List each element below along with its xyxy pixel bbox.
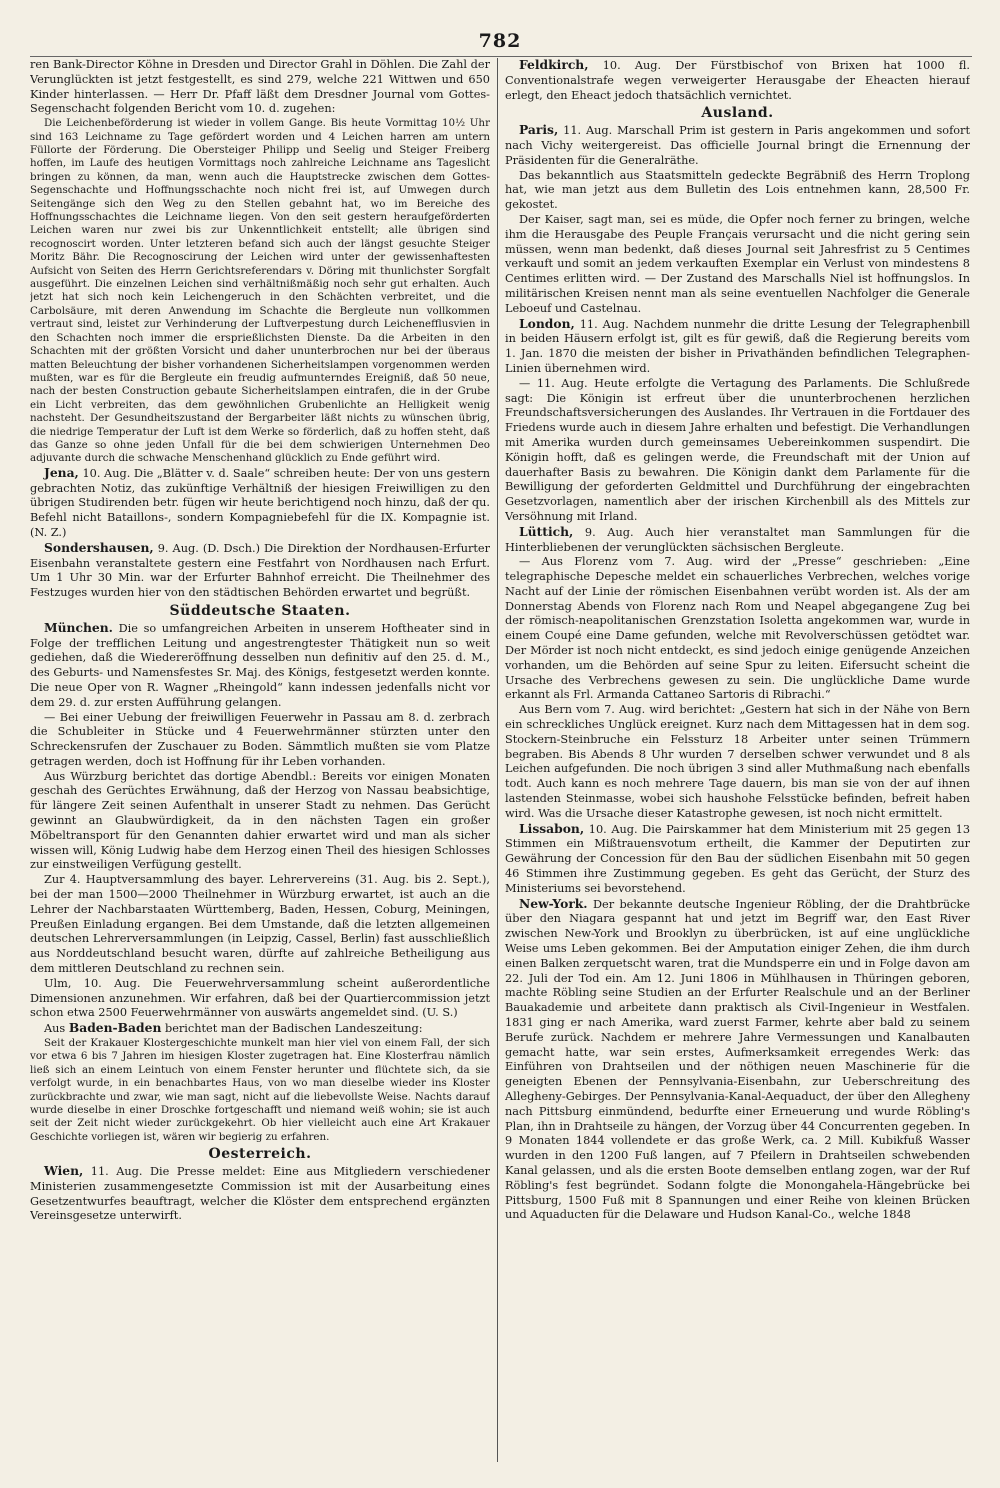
- article-feldkirch: [505, 58, 970, 103]
- article-kaiser: Der Kaiser, sagt man, sei es müde, die Opfer noch ferner zu bringen, welche ihm die Herausgabe des Peuple Français verursacht und die nicht gering sein müssen, wenn man bedenkt, daß dieses Journal seit Jahresfrist zu 5 Centimes verkauft und somit an jedem verkauften Exemplar ein Verlust von mindestens 8 Centimes erlitten wird. — Der Zustand des Marschalls Niel ist hoffnungslos. In militärischen Kreisen nennt man als seine eventuellen Nachfolger die Generale Leboeuf und Castelnau.: [505, 212, 970, 315]
- article-baden-baden-intro: [30, 1021, 490, 1037]
- article-jena: [30, 466, 490, 541]
- article-paris: [505, 123, 970, 168]
- dateline-feldkirch: Feldkirch,: [519, 58, 589, 72]
- column-divider: [497, 58, 498, 1462]
- dateline-muenchen: München.: [44, 619, 113, 635]
- dateline-london: London,: [519, 315, 575, 331]
- article-sondershausen-text: 9. Aug. (D. Dsch.) Die Direktion der Nordhausen-Erfurter Eisenbahn veranstaltete gestern eine Festfahrt von Nordhausen nach Erfurt. Um 1 Uhr 30 Min. war der Erfurter Bahnhof erreicht. Die Theilnehmer des Festzuges wurden hier von den städtischen Behörden erwartet und begrüßt.: [30, 541, 490, 600]
- article-passau: — Bei einer Uebung der freiwilligen Feuerwehr in Passau am 8. d. zerbrach die Schubleiter in Stücke und 4 Feuerwehrmänner stürzten unter den Schreckensrufen der Zuschauer zu Boden. Sämmtlich mußten sie vom Platze getragen werden, doch ist Hoffnung für ihr Leben vorhanden.: [30, 710, 490, 768]
- section-heading-ausland: Ausland.: [701, 105, 774, 122]
- article-paris-text: 11. Aug. Marschall Prim ist gestern in Paris angekommen und sofort nach Vichy weitergereist. Das officielle Journal bringt die Ernennung der Präsidenten für die Generalräthe.: [505, 124, 970, 167]
- dateline-wien: Wien,: [44, 1163, 84, 1179]
- baden-pre: Aus: [44, 1022, 66, 1036]
- section-heading-oesterreich: Oesterreich.: [208, 1146, 312, 1163]
- article-london-text: 11. Aug. Nachdem nunmehr die dritte Lesung der Telegraphenbill in beiden Häusern erfolgt ist, gilt es für gewiß, daß die Regierung bereits vom 1. Jan. 1870 die meisten der bisher in Privathänden befindlichen Telegraphen-Linien übernehmen wird.: [505, 317, 970, 375]
- article-lissabon: [505, 822, 970, 897]
- article-feldkirch-text: 10. Aug. Der Fürstbischof von Brixen hat 1000 fl. Conventionalstrafe wegen verweigerter Herausgabe der Eheacten hierauf erlegt, den Eheact jedoch thatsächlich vernichtet.: [505, 59, 970, 102]
- article-bern: Aus Bern vom 7. Aug. wird berichtet: „Gestern hat sich in der Nähe von Bern ein schreckliches Unglück ereignet. Kurz nach dem Mittagessen hat in dem sog. Stockern-Steinbruche ein Felssturz 18 Arbeiter unter seinen Trümmern begraben. Bis Abends 8 Uhr wurden 7 derselben schwer verwundet und 8 als Leichen aufgefunden. Die noch übrigen 3 sind aller Muthmaßung nach ebenfalls todt. Auch kann es noch mehrere Tage dauern, bis man sie von der auf ihnen lastenden Steinmasse, wobei sich haushohe Felsstücke befinden, befreit haben wird. Was die Ursache dieser Katastrophe gewesen, ist noch nicht ermittelt.: [505, 703, 970, 820]
- article-muenchen: [30, 621, 490, 711]
- section-heading-sueddeutsche-staaten: Süddeutsche Staaten.: [169, 602, 351, 619]
- right-column: [505, 58, 970, 1462]
- page-number: 782: [478, 30, 522, 52]
- article-luettich: [505, 525, 970, 556]
- dateline-lissabon: Lissabon,: [519, 820, 585, 836]
- left-column: [30, 58, 490, 1462]
- article-florenz: — Aus Florenz vom 7. Aug. wird der „Presse“ geschrieben: „Eine telegraphische Depesche meldet ein schauerliches Verbrechen, welches vorige Nacht auf der Linie der römischen Eisenbahnen verübt worden ist. Als der am Donnerstag Abends von Florenz nach Rom und Neapel abgegangene Zug bei der römisch-neapolitanischen Grenzstation Isoletta angekommen war, wurde in einem Coupé eine Dame gefunden, welche mit Revolverschüssen getödtet war. Der Mörder ist noch nicht entdeckt, es sind jedoch einige genügende Anzeichen vorhanden, um die Behörden auf seine Spur zu leiten. Eifersucht scheint die Ursache des Verbrechens gewesen zu sein. Die unglückliche Dame wurde erkannt als Frl. Armanda Cattaneo Sartoris di Ribrachi.“: [505, 555, 970, 702]
- dateline-luettich: Lüttich,: [519, 523, 574, 539]
- article-lehrerverein: Zur 4. Hauptversammlung des bayer. Lehrervereins (31. Aug. bis 2. Sept.), bei der man 1500—2000 Theilnehmer in Würzburg erwartet, ist auch an die Lehrer der Nachbarstaaten Württemberg, Baden, Hessen, Coburg, Meiningen, Preußen Einladung ergangen. Bei dem Umstande, daß die letzten allgemeinen deutschen Lehrerversammlungen (in Leipzig, Cassel, Berlin) fast ausschließlich aus Norddeutschland besucht waren, dürfte auf zahlreiche Betheiligung aus dem mittleren Deutschland zu rechnen sein.: [30, 873, 490, 976]
- header-rule: [30, 56, 972, 57]
- dateline-sondershausen: Sondershausen,: [44, 539, 154, 555]
- article-sondershausen: [30, 541, 490, 601]
- article-lissabon-text: 10. Aug. Die Pairskammer hat dem Ministerium mit 25 gegen 13 Stimmen ein Mißtrauensvotum ertheilt, die Kammer der Deputirten zur Gewährung der Concession für den Bau der südlichen Eisenbahn mit 50 gegen 46 Stimmen ihre Zustimmung gegeben. Es geht das Gerücht, der Sturz des Ministeriums sei bevorstehend.: [505, 822, 970, 895]
- article-baden-baden: Seit der Krakauer Klostergeschichte munkelt man hier viel von einem Fall, der sich vor etwa 6 bis 7 Jahren im hiesigen Kloster zugetragen hat. Eine Klosterfrau nämlich ließ sich an einem Leintuch von einem Fenster herunter und flüchtete sich, da sie verfolgt wurde, in ein benachbartes Haus, von wo man dieselbe wieder ins Kloster zurückbrachte und zwar, wie man sagt, nicht auf die liebevollste Weise. Nachts darauf wurde dieselbe in einer Droschke fortgeschafft und niemand weiß wohin; sie ist auch seit der Zeit nicht wieder zurückgekehrt. Ob hier vielleicht auch eine Art Krakauer Geschichte vorliegen ist, wären wir begierig zu erfahren.: [30, 1037, 490, 1143]
- article-ulm: Ulm, 10. Aug. Die Feuerwehrversammlung scheint außerordentliche Dimensionen anzunehmen. Wir erfahren, daß bei der Quartiercommission jetzt schon etwa 2500 Feuerwehrmänner von auswärts angemeldet sind. (U. S.): [30, 976, 490, 1020]
- dateline-paris: Paris,: [519, 122, 559, 138]
- article-wien: [30, 1164, 490, 1224]
- article-wien-text: 11. Aug. Die Presse meldet: Eine aus Mitgliedern verschiedener Ministerien zusammengesetzte Commission ist mit der Ausarbeitung eines Gesetzentwurfes beauftragt, welcher die Klöster dem entsprechend ergänzten Vereinsgesetze unterwirft.: [30, 1165, 490, 1223]
- dateline-jena: Jena,: [44, 464, 79, 480]
- article-london: [505, 317, 970, 377]
- article-doehlen-continued: ren Bank-Director Köhne in Dresden und Director Grahl in Döhlen. Die Zahl der Verunglückten ist jetzt festgestellt, es sind 279, welche 221 Wittwen und 650 Kinder hinterlassen. — Herr Dr. Pfaff läßt dem Dresdner Journal vom Gottes-Segenschacht folgenden Bericht vom 10. d. zugehen:: [30, 58, 490, 116]
- article-parliament: — 11. Aug. Heute erfolgte die Vertagung des Parlaments. Die Schlußrede sagt: Die Königin ist erfreut über die ununterbrochenen herzlichen Freundschaftsversicherungen des Auslandes. Ihr Vertrauen in die Fortdauer des Friedens wurde auch in diesem Jahre erhalten und befestigt. Die Verhandlungen mit Amerika wurden durch gemeinsames Uebereinkommen suspendirt. Die Königin hofft, daß es gelingen werde, die Freundschaft mit der Union auf dauerhafter Basis zu bewahren. Die Königin dankt dem Parlamente für die Bewilligung der geforderten Geldmittel und Durchführung der eingebrachten Gesetzvorlagen, namentlich aber der irischen Kirchenbill als des Mittels zur Versöhnung mit Irland.: [505, 376, 970, 523]
- article-troplong: Das bekanntlich aus Staatsmitteln gedeckte Begräbniß des Herrn Troplong hat, wie man jetzt aus dem Bulletin des Lois entnehmen kann, 28,500 Fr. gekostet.: [505, 168, 970, 212]
- baden-intro-text: berichtet man der Badischen Landeszeitung:: [164, 1022, 423, 1036]
- article-luettich-text: 9. Aug. Auch hier veranstaltet man Sammlungen für die Hinterbliebenen der verunglückten sächsischen Bergleute.: [505, 525, 970, 554]
- article-jena-text: 10. Aug. Die „Blätter v. d. Saale“ schreiben heute: Der von uns gestern gebrachten Notiz, das zukünftige Verhältniß der hiesigen Freiwilligen zu den übrigen Studirenden betr. fügen wir heute berichtigend noch hinzu, daß der qu. Befehl nicht Bataillons-, sondern Kompagniebefehl für die IX. Kompagnie ist. (N. Z.): [30, 466, 490, 539]
- article-new-york-text: Der bekannte deutsche Ingenieur Röbling, der die Drahtbrücke über den Niagara gespannt hat und jetzt im Begriff war, den East River zwischen New-York und Brooklyn zu überbrücken, ist auf eine unglückliche Weise ums Leben gekommen. Bei der Amputation einiger Zehen, die ihm durch einen Balken zerquetscht waren, trat die Mundsperre ein und in Folge davon am 22. Juli der Tod ein. Am 12. Juni 1806 in Mühlhausen in Thüringen geboren, machte Röbling seine Studien an der Erfurter Realschule und an der Berliner Bauakademie und arbeitete dann praktisch als Civil-Ingenieur in Westfalen. 1831 ging er nach Amerika, ward zuerst Farmer, kehrte aber bald zu seinem Berufe zurück. Nachdem er mehrere Jahre Vermessungen und Kanalbauten gemacht hatte, war sein erstes, Aufmerksamkeit erregendes Werk: das Einführen von Drahtseilen und der nöthigen neuen Maschinerie für die geneigten Ebenen der Pennsylvania-Eisenbahn, zur Ueberschreitung des Allegheny-Gebirges. Der Pennsylvania-Kanal-Aequaduct, der über den Allegheny nach Pittsburg einmündend, bedurfte einer Erneuerung und wurde Röbling's Plan, ihn in Drahtseile zu hängen, der Vorzug über 44 Concurrenten gegeben. In 9 Monaten 1844 vollendete er das große Werk, ca. 2 Mill. Kubikfuß Wasser wurden in den 1200 Fuß langen, auf 7 Pfeilern in Drahtseilen schwebenden Kanal gelassen, und als die ersten Boote demselben entlang zogen, war der Ruf Röbling's fest begründet. Sodann folgte die Monongahela-Hängebrücke bei Pittsburg, 1500 Fuß mit 8 Spannungen und einer Reihe von kleinen Brücken und Aquaducten für die Delaware und Hudson Kanal-Co., welche 1848: [505, 897, 970, 1222]
- article-mine-report: Die Leichenbeförderung ist wieder in vollem Gange. Bis heute Vormittag 10½ Uhr sind 163 Leichname zu Tage gefördert worden und 4 Leichen harren am untern Füllorte der Förderung. Die Obersteiger Philipp und Seelig und Steiger Freiberg hoffen, im Laufe des heutigen Vormittags noch zahlreiche Leichname ans Tageslicht bringen zu können, da man, wenn auch die Hauptstrecke zwischen dem Gottes-Segenschachte und Hoffnungsschachte noch nicht frei ist, auf Umwegen durch Seitengänge sich den Weg zu den Stellen gebahnt hat, wo im Bereiche des Hoffnungsschachtes die Leichname liegen. Von den seit gestern heraufgeförderten Leichen waren nur zwei bis zur Unkenntlichkeit entstellt; alle übrigen sind recognoscirt worden. Unter letzteren befand sich auch der längst gesuchte Steiger Moritz Bähr. Die Recognoscirung der Leichen wird unter der gewissenhaftesten Aufsicht von Seiten des Herrn Gerichtsreferendars v. Döring mit thunlichster Sorgfalt ausgeführt. Die einzelnen Leichen sind verhältnißmäßig noch sehr gut erhalten. Auch jetzt hat sich noch kein Leichengeruch in den Schächten verbreitet, und die Carbolsäure, mit deren Anwendung im Schachte die Bergleute nun vollkommen vertraut sind, leistet zur Verhinderung der Luftverpestung durch Leichenefflusvien in den Schachten noch immer die ersprießlichsten Dienste. Da die Arbeiten in den Schachten mit der größten Vorsicht und daher ununterbrochen nur bei der überaus matten Beleuchtung der bisher vorhandenen Sicherheitslampen vorgenommen werden mußten, war es für die Bergleute ein freudig aufmunterndes Ereigniß, daß 50 neue, nach der besten Construction gebaute Sicherheitslampen eintrafen, die in der Grube ein Licht verbreiten, das dem gewöhnlichen Grubenlichte an Helligkeit wenig nachsteht. Der Gesundheitszustand der Bergarbeiter läßt nichts zu wünschen übrig, die niedrige Temperatur der Luft ist dem Werke so förderlich, daß zu hoffen steht, daß das Ganze so ohne jeden Unfall für die bei dem schwierigen Unternehmen Deo adjuvante durch die schwache Menschenhand glücklich zu Ende geführt wird.: [30, 117, 490, 465]
- article-new-york: [505, 897, 970, 1224]
- dateline-new-york: New-York.: [519, 895, 588, 911]
- article-wuerzburg: Aus Würzburg berichtet das dortige Abendbl.: Bereits vor einigen Monaten geschah des Gerüchtes Erwähnung, daß der Herzog von Nassau beabsichtige, für längere Zeit seinen Aufenthalt in unserer Stadt zu nehmen. Das Gerücht gewinnt an Glaubwürdigkeit, da in den nächsten Tagen ein großer Möbeltransport für den Genannten dahier erwartet wird und man als sicher wissen will, König Ludwig habe dem Herzog einen Theil des hiesigen Schlosses zur einstweiligen Verfügung gestellt.: [30, 769, 490, 872]
- dateline-baden-baden: Baden-Baden: [68, 1020, 162, 1036]
- article-muenchen-text: Die so umfangreichen Arbeiten in unserem Hoftheater sind in Folge der trefflichen Leitung und angestrengtester Thätigkeit nun so weit gediehen, daß die Wiedereröffnung desselben nun definitiv auf den 25. d. M., des Geburts- und Namensfestes Sr. Maj. des Königs, festgesetzt werden konnte. Die neue Oper von R. Wagner „Rheingold“ kann indessen jedenfalls nicht vor dem 29. d. zur ersten Aufführung gelangen.: [30, 621, 490, 709]
